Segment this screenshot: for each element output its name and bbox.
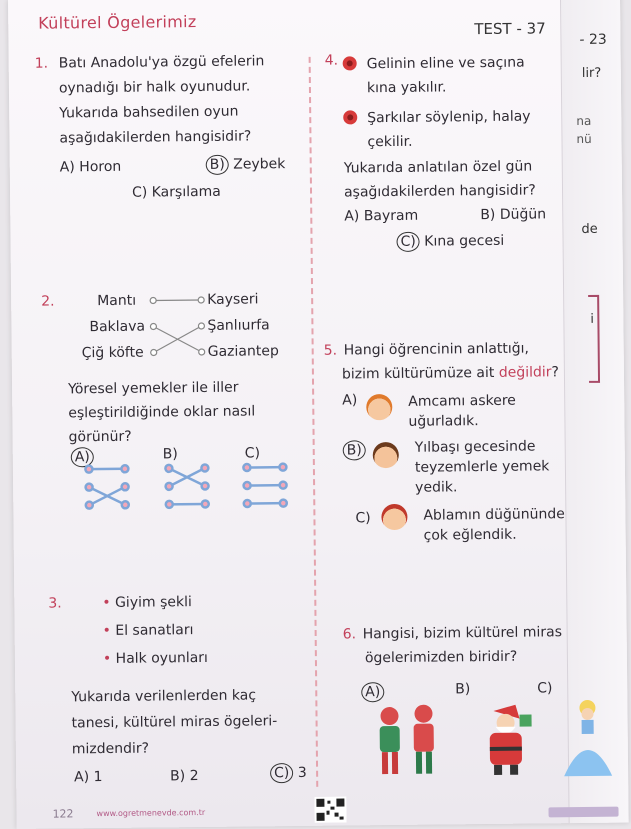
qr-code-icon bbox=[314, 797, 346, 823]
question-3-option-c[interactable]: C) 3 bbox=[270, 763, 307, 783]
question-2-number: 2. bbox=[41, 293, 55, 310]
girl-avatar bbox=[381, 504, 407, 530]
question-5-option-a[interactable]: A) bbox=[342, 392, 358, 409]
question-2-option-c[interactable]: C) bbox=[244, 445, 261, 462]
question-5-line-1: Hangi öğrencinin anlattığı, bbox=[343, 340, 530, 359]
question-5-option-b-line-1: Yılbaşı gecesinde bbox=[414, 438, 536, 456]
question-5-option-a-line-2: uğurladık. bbox=[408, 413, 479, 430]
option-c-diagram bbox=[241, 461, 292, 512]
question-6-option-c[interactable]: C) bbox=[537, 680, 553, 697]
boy-avatar bbox=[366, 394, 392, 420]
question-2-line-1: Yöresel yemekler ile iller bbox=[67, 379, 239, 398]
matching-lines bbox=[147, 294, 210, 359]
answer-circle: A) bbox=[361, 682, 384, 702]
flower-bullet-icon bbox=[341, 54, 359, 72]
food-cig-kofte: Çiğ köfte bbox=[81, 344, 144, 362]
flower-bullet-icon bbox=[341, 108, 359, 126]
question-5-option-b-line-2: teyzemlerle yemek bbox=[414, 458, 550, 476]
question-3-bullet-1: • Giyim şekli bbox=[102, 594, 192, 612]
answer-circle: C) bbox=[396, 232, 419, 252]
question-5-option-c-line-1: Ablamın düğününde bbox=[423, 506, 565, 524]
question-1-option-c[interactable]: C) Karşılama bbox=[131, 183, 221, 201]
next-test-number: - 23 bbox=[579, 31, 607, 49]
answer-circle: B) bbox=[343, 440, 366, 460]
question-3-line-2: tanesi, kültürel miras ögeleri- bbox=[71, 713, 278, 732]
page-number: 122 bbox=[52, 807, 74, 821]
footer-tag bbox=[548, 807, 618, 818]
side-text-5: i bbox=[590, 311, 595, 327]
answer-circle: B) bbox=[206, 155, 229, 175]
side-text-3: nü bbox=[576, 131, 592, 147]
question-4-number: 4. bbox=[324, 52, 339, 69]
question-5-option-a-line-1: Amcamı askere bbox=[408, 392, 516, 410]
question-3-option-a[interactable]: A) 1 bbox=[74, 769, 103, 786]
question-5-option-c[interactable]: C) bbox=[355, 510, 371, 527]
question-3-line-3: mizdendir? bbox=[71, 740, 150, 758]
question-1-line-1: Batı Anadolu'ya özgü efelerin bbox=[58, 53, 265, 72]
page-title: Kültürel Ögelerimiz bbox=[38, 12, 197, 33]
question-4-line-1: Yukarıda anlatılan özel gün bbox=[343, 158, 533, 177]
question-4-option-c[interactable]: C) Kına gecesi bbox=[396, 231, 504, 252]
question-5-option-c-line-2: çok eğlendik. bbox=[423, 526, 517, 544]
question-2-line-2: eşleştirildiğinde oklar nasıl bbox=[68, 403, 256, 422]
option-a-diagram bbox=[83, 463, 134, 514]
option-b-diagram bbox=[163, 462, 214, 513]
cinderella-image bbox=[555, 694, 620, 779]
question-3-option-b[interactable]: B) 2 bbox=[170, 768, 199, 785]
question-3-bullet-2: • El sanatları bbox=[102, 622, 194, 640]
question-5-number: 5. bbox=[323, 342, 338, 359]
bracket-mark bbox=[584, 294, 605, 384]
question-5-line-2: bizim kültürümüze ait değildir? bbox=[341, 364, 560, 383]
city-kayseri: Kayseri bbox=[207, 291, 259, 308]
question-6-option-a[interactable] bbox=[361, 682, 384, 702]
question-5-negative-word: değildir bbox=[498, 364, 552, 381]
question-1-number: 1. bbox=[34, 55, 49, 72]
question-1-line-3: Yukarıda bahsedilen oyun bbox=[59, 103, 239, 122]
question-4-bullet-2-line-2: çekilir. bbox=[367, 133, 413, 151]
column-divider bbox=[309, 57, 319, 787]
food-baklava: Baklava bbox=[89, 318, 146, 336]
karagoz-hacivat-image bbox=[367, 701, 448, 778]
question-1-line-2: oynadığı bir halk oyunudur. bbox=[58, 78, 251, 97]
side-text-1: lir? bbox=[581, 65, 602, 81]
question-4-bullet-1-line-2: kına yakılır. bbox=[366, 79, 447, 97]
question-3-line-1: Yukarıda verilenlerden kaç bbox=[71, 687, 257, 706]
side-text-4: de bbox=[581, 221, 598, 238]
question-1-option-a[interactable]: A) Horon bbox=[59, 158, 122, 176]
girl-avatar bbox=[373, 442, 399, 468]
city-gaziantep: Gaziantep bbox=[207, 343, 279, 360]
question-1-option-b[interactable]: B) Zeybek bbox=[206, 154, 286, 175]
question-1-line-4: aşağıdakilerden hangisidir? bbox=[59, 128, 252, 147]
answer-circle: C) bbox=[270, 763, 293, 783]
question-3-number: 3. bbox=[48, 595, 62, 612]
question-4-bullet-2-line-1: Şarkılar söylenip, halay bbox=[367, 108, 531, 127]
question-6-line-1: Hangisi, bizim kültürel miras bbox=[362, 624, 563, 643]
question-4-bullet-1-line-1: Gelinin eline ve saçına bbox=[366, 54, 525, 73]
santa-claus-image bbox=[475, 701, 536, 778]
question-5-option-b[interactable] bbox=[343, 440, 366, 460]
question-6-line-2: ögelerimizden biridir? bbox=[364, 648, 518, 667]
question-2-line-3: görünür? bbox=[68, 428, 132, 446]
question-6-option-b[interactable]: B) bbox=[455, 681, 471, 698]
question-4-option-b[interactable]: B) Düğün bbox=[480, 206, 547, 224]
question-2-option-b[interactable]: B) bbox=[162, 446, 178, 463]
worksheet-page bbox=[8, 0, 629, 829]
food-mantı: Mantı bbox=[97, 292, 137, 310]
question-4-option-a[interactable]: A) Bayram bbox=[344, 207, 419, 225]
side-text-2: na bbox=[576, 113, 592, 129]
test-number: TEST - 37 bbox=[474, 19, 546, 39]
answer-circle: A) bbox=[71, 447, 94, 467]
question-3-bullet-3: • Halk oyunları bbox=[102, 649, 208, 668]
question-6-number: 6. bbox=[342, 626, 357, 643]
city-sanliurfa: Şanlıurfa bbox=[207, 317, 270, 334]
publisher-url[interactable]: www.ogretmenevde.com.tr bbox=[96, 807, 206, 819]
question-5-option-b-line-3: yedik. bbox=[415, 479, 458, 496]
question-4-line-2: aşağıdakilerden hangisidir? bbox=[343, 182, 536, 201]
